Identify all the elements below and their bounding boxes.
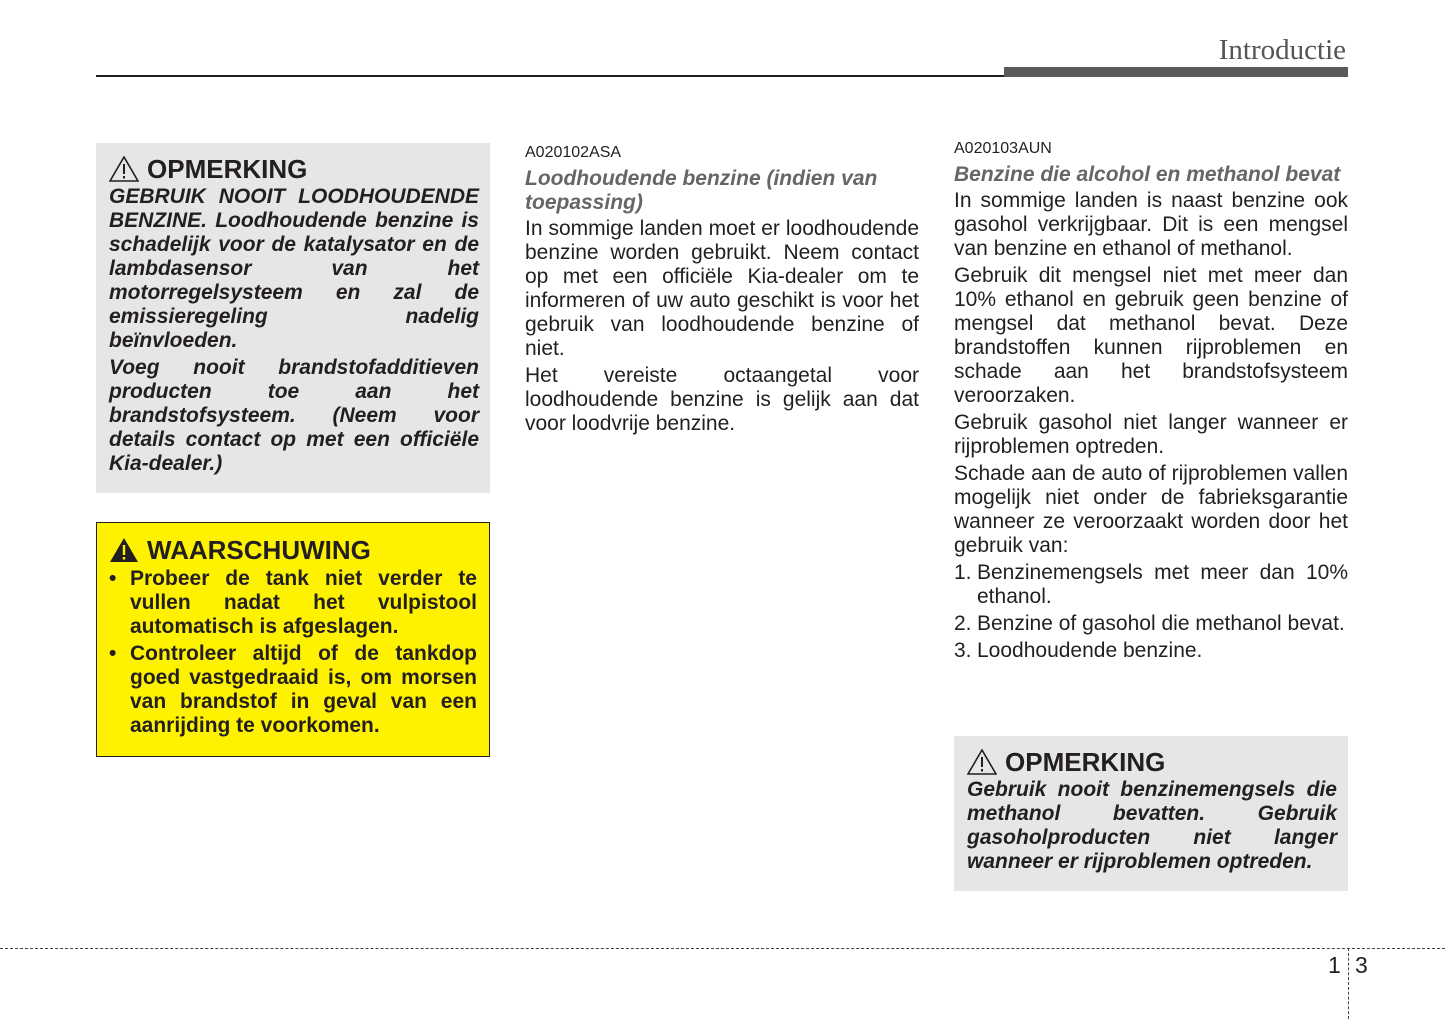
footer-rule: [0, 948, 1445, 949]
paragraph: Het vereiste octaangetal voor loodhoudende benzine is gelijk aan dat voor loodvrije benzine.: [525, 364, 919, 435]
page-number: 3: [1355, 952, 1368, 978]
section-code: A020102ASA: [525, 144, 622, 161]
paragraph: In sommige landen moet er loodhoudende benzine worden gebruikt. Neem contact op met een officiële Kia-dealer om te informeren of uw auto geschikt is voor het gebruik van loodhoudende benzine of niet.: [525, 217, 919, 360]
warning-icon: [109, 537, 139, 563]
section-heading: Loodhoudende benzine (indien van toepassing): [525, 167, 878, 214]
note-box-lead: [96, 143, 490, 493]
footer-divider: [1348, 948, 1349, 1019]
note-paragraph: Gebruik nooit benzinemengsels die methanol bevatten. Gebruik gasoholproducten niet langer wanneer er rijproblemen optreden.: [967, 778, 1337, 873]
caution-icon: [967, 749, 997, 775]
warning-item: • Probeer de tank niet verder te vullen nadat het vulpistool automatisch is afgeslagen.: [109, 567, 477, 639]
right-column: [954, 139, 1348, 666]
paragraph: Schade aan de auto of rijproblemen vallen mogelijk niet onder de fabrieksgarantie wanneer ze veroorzaakt worden door het gebruik van:: [954, 462, 1348, 557]
list-item: 2. Benzine of gasohol die methanol bevat.: [954, 612, 1345, 635]
section-code: A020103AUN: [954, 140, 1052, 157]
numbered-list: [954, 561, 1348, 663]
note-title: OPMERKING: [967, 746, 1337, 778]
list-item: 1. Benzinemengsels met meer dan 10% ethanol.: [954, 561, 1348, 608]
header-rule: [96, 75, 1006, 77]
warning-item: • Controleer altijd of de tankdop goed vastgedraaid is, om morsen van brandstof in geval van een aanrijding te voorkomen.: [109, 642, 477, 738]
middle-column: [525, 143, 919, 439]
list-item: 3. Loodhoudende benzine.: [954, 639, 1203, 662]
note-paragraph: GEBRUIK NOOIT LOODHOUDENDE BENZINE. Loodhoudende benzine is schadelijk voor de katalysator en de lambdasensor van het motorregelsysteem en zal de emissieregeling nadelig beïnvloeden.: [109, 185, 479, 352]
warning-box: [96, 522, 490, 757]
paragraph: Gebruik gasohol niet langer wanneer er rijproblemen optreden.: [954, 411, 1348, 458]
header-bar: [1004, 67, 1348, 77]
paragraph: Gebruik dit mengsel niet met meer dan 10% ethanol en gebruik geen benzine of mengsel dat methanol bevat. Deze brandstoffen kunnen rijproblemen en schade aan het brandstofsysteem veroorzaken.: [954, 264, 1348, 407]
note-box-methanol: [954, 736, 1348, 891]
warning-title: WAARSCHUWING: [109, 533, 477, 567]
section-title: Introductie: [1218, 34, 1346, 66]
caution-icon: [109, 156, 139, 182]
note-paragraph: Voeg nooit brandstofadditieven producten toe aan het brandstofsysteem. (Neem voor details contact op met een officiële Kia-dealer.): [109, 356, 479, 475]
paragraph: In sommige landen is naast benzine ook gasohol verkrijgbaar. Dit is een mengsel van benzine en ethanol of methanol.: [954, 189, 1348, 260]
note-title: OPMERKING: [109, 153, 479, 185]
chapter-number: 1: [1328, 952, 1341, 978]
section-heading: Benzine die alcohol en methanol bevat: [954, 163, 1341, 186]
